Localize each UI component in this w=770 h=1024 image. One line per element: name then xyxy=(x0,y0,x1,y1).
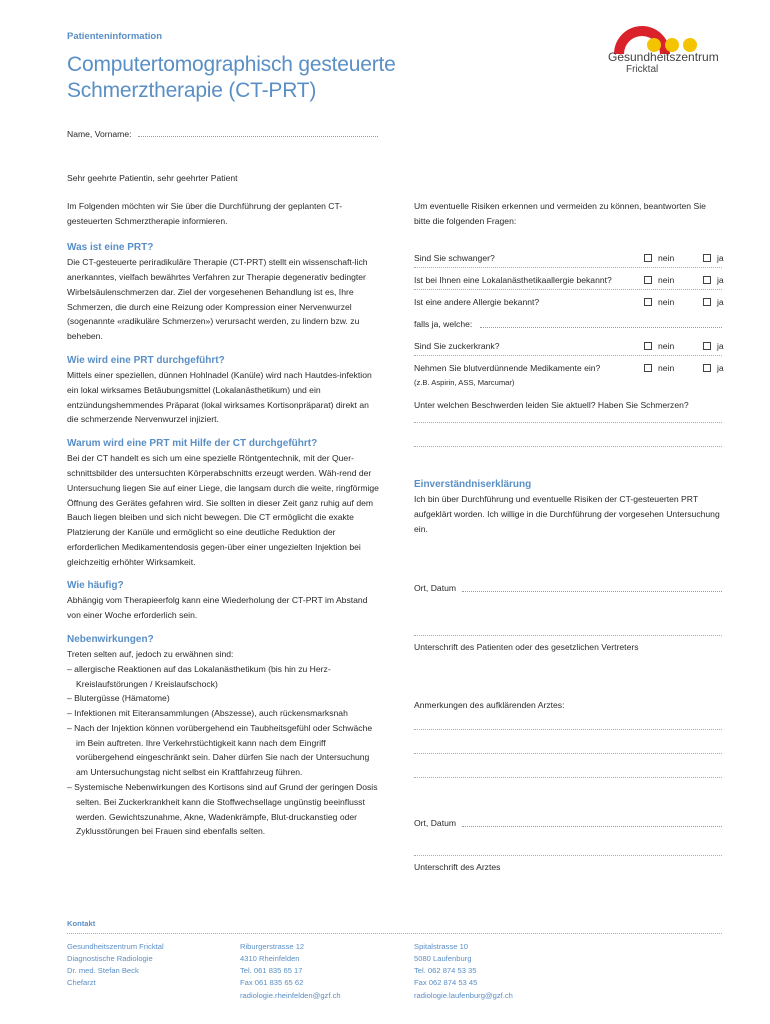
left-column xyxy=(67,171,379,839)
footer-divider xyxy=(67,933,722,934)
patient-signature-line[interactable] xyxy=(414,635,722,636)
list-item: – Nach der Injektion können vorübergehend ein Taubheitsgefühl oder Schwäche im Bein auftreten. Ihre Verkehrstüchtigkeit kann nach dem Eingriff vorübergehend eingeschränkt sein. Daher dürfen Sie nach der Untersuchung am Untersuchungstag nicht selbst ein Kraftfahrzeug führen. xyxy=(67,722,373,778)
divider xyxy=(414,289,722,290)
complaints-input-line[interactable] xyxy=(414,446,722,447)
yes-checkbox[interactable]: ja xyxy=(703,273,724,288)
place-date-label: Ort, Datum xyxy=(414,583,457,593)
footer-heading: Kontakt xyxy=(67,919,96,928)
divider xyxy=(414,267,722,268)
no-checkbox[interactable]: nein xyxy=(644,361,674,376)
footer-line: Fax 062 874 53 45 xyxy=(414,978,478,988)
consent-heading: Einverständniserklärung xyxy=(414,479,532,490)
yes-checkbox[interactable]: ja xyxy=(703,251,724,266)
question-row xyxy=(414,339,722,353)
footer-line: Diagnostische Radiologie xyxy=(67,954,153,964)
doctor-notes-line[interactable] xyxy=(414,777,722,778)
yes-checkbox[interactable]: ja xyxy=(703,339,724,354)
yes-checkbox[interactable]: ja xyxy=(703,295,724,310)
logo-sub: Fricktal xyxy=(626,64,659,75)
name-input-line[interactable] xyxy=(138,136,378,137)
no-checkbox[interactable]: nein xyxy=(644,251,674,266)
doctor-notes-line[interactable] xyxy=(414,729,722,730)
doctor-notes-label: Anmerkungen des aufklärenden Arztes: xyxy=(414,700,565,710)
no-checkbox[interactable]: nein xyxy=(644,339,674,354)
place-date-input-line[interactable] xyxy=(462,591,722,592)
logo xyxy=(606,18,731,88)
document-kicker: Patienteninformation xyxy=(67,31,163,42)
no-checkbox[interactable]: nein xyxy=(644,295,674,310)
question-text: Sind Sie zuckerkrank? xyxy=(414,341,500,351)
consent-text: Ich bin über Durchführung und eventuelle Risiken der CT-gesteuerten PRT aufgeklärt worden. Ich willige in die Durchführung der vorgesehen Untersuchung ein. xyxy=(414,494,720,534)
list-item: – Infektionen mit Eiteransammlungen (Abszesse), auch rückensmarksnah xyxy=(67,708,348,719)
footer-line: 4310 Rheinfelden xyxy=(240,954,300,964)
side-effects-intro: Treten selten auf, jedoch zu erwähnen sind: xyxy=(67,648,234,659)
question-row xyxy=(414,251,722,265)
list-item: – Systemische Nebenwirkungen des Kortisons sind auf Grund der geringen Dosis selten. Bei Zuckerkrankheit kann die Stoffwechsellage ungünstig beeinflusst werden. Gewichtszunahme, Akne, Wadenkrämpfe, Blut-druckanstieg oder Zyklusstörungen bei Frauen sind ebenfalls selten. xyxy=(67,782,378,837)
section-heading-side-effects: Nebenwirkungen? xyxy=(67,633,154,645)
footer-line: Gesundheitszentrum Fricktal xyxy=(67,942,164,951)
question-row xyxy=(414,295,722,309)
footer-line: Spitalstrasse 10 xyxy=(414,942,469,951)
complaints-input-line[interactable] xyxy=(414,422,722,423)
section-body-procedure: Mittels einer speziellen, dünnen Hohlnadel (Kanüle) wird nach Hautdes-infektion ein lokal wirksames Betäubungsmittel (Lokalanästhetikum) und ein entzündungshemmendes Präparat (lokal wirksames Kortisonpräparat) direkt an die schmerzende Nervenwurzel injiziert. xyxy=(67,370,372,425)
side-effects-list xyxy=(67,662,379,839)
intro-text: Im Folgenden möchten wir Sie über die Durchführung der geplanten CT-gesteuerten Schmerztherapie informieren. xyxy=(67,200,343,226)
footer-line: Tel. 062 874 53 35 xyxy=(414,966,477,976)
question-text: Sind Sie schwanger? xyxy=(414,253,495,263)
section-heading-prt: Was ist eine PRT? xyxy=(67,242,154,254)
questionnaire-intro: Um eventuelle Risiken erkennen und vermeiden zu können, beantworten Sie bitte die folgenden Fragen: xyxy=(414,201,706,226)
footer-line: Dr. med. Stefan Beck xyxy=(67,966,139,976)
doctor-signature-label: Unterschrift des Arztes xyxy=(414,862,501,872)
complaints-question: Unter welchen Beschwerden leiden Sie aktuell? Haben Sie Schmerzen? xyxy=(414,400,689,410)
question-row xyxy=(414,273,722,287)
section-body-prt: Die CT-gesteuerte periradikuläre Therapie (CT-PRT) stellt ein wissenschaft-lich anerkanntes, vielfach bewährtes Verfahren zur Therapie degenerativ bedingter Wirbelsäulenschmerzen dar. Ziel der vorgesehenen Behandlung ist es, Ihre Schmerzen, die durch eine Reizung oder Kompression einer Nervenwurzel (sogenannte «radikuläre Schmerzen») verursacht werden, zu lindern bzw. zu beheben. xyxy=(67,257,368,342)
name-label: Name, Vorname: xyxy=(67,129,132,139)
doctor-signature-line[interactable] xyxy=(414,855,722,856)
doctor-notes-line[interactable] xyxy=(414,753,722,754)
list-item: – Blutergüsse (Hämatome) xyxy=(67,693,170,704)
footer-line: 5080 Laufenburg xyxy=(414,954,472,964)
document-title xyxy=(67,52,396,105)
footer-col-3 xyxy=(414,941,513,1002)
question-text: Nehmen Sie blutverdünnende Medikamente ein? xyxy=(414,363,601,373)
place-date-input-line-2[interactable] xyxy=(462,826,722,827)
title-line-1: Computertomographisch gesteuerte xyxy=(67,53,396,76)
place-date-label-2: Ort, Datum xyxy=(414,818,457,828)
section-body-ct: Bei der CT handelt es sich um eine spezielle Röntgentechnik, mit der Quer-schnittsbilder des untersuchten Körperabschnitts erzeugt werden. Wäh-rend der Untersuchung liegen Sie auf einer Liege, die langsam durch die weite, ringförmige Öffnung des Gerätes gefahren wird. Sie sollten in dieser Zeit ganz ruhig auf dem Bauch liegen bleiben und sich nicht bewegen. Die CT ermöglicht die exakte Platzierung der Kanüle und ermöglicht so eine deutliche Reduktion der erforderlichen Medikamentendosis gegen-über einer ungezielten Injektion bei gleichzeitig erhöhter Wirksamkeit. xyxy=(67,453,379,567)
section-heading-procedure: Wie wird eine PRT durchgeführt? xyxy=(67,355,225,367)
question-row xyxy=(414,361,722,375)
section-body-frequency: Abhängig vom Therapieerfolg kann eine Wiederholung der CT-PRT im Abstand von einer Woche erforderlich sein. xyxy=(67,595,368,621)
yes-checkbox[interactable]: ja xyxy=(703,361,724,376)
footer-email-link[interactable]: radiologie.rheinfelden@gzf.ch xyxy=(240,990,341,1000)
list-item: – allergische Reaktionen auf das Lokalanästhetikum (bis hin zu Herz-Kreislaufstörungen / Kreislaufschock) xyxy=(67,663,331,689)
footer-line: Tel. 061 835 65 17 xyxy=(240,966,303,976)
footer-line: Fax 061 835 65 62 xyxy=(240,978,304,988)
question-text: Ist eine andere Allergie bekannt? xyxy=(414,297,540,307)
no-checkbox[interactable]: nein xyxy=(644,273,674,288)
footer-line: Chefarzt xyxy=(67,978,96,988)
question-text: Ist bei Ihnen eine Lokalanästhetikaallergie bekannt? xyxy=(414,275,612,285)
title-line-2: Schmerztherapie (CT-PRT) xyxy=(67,79,317,103)
medication-note: (z.B. Aspirin, ASS, Marcumar) xyxy=(414,378,515,387)
salutation: Sehr geehrte Patientin, sehr geehrter Patient xyxy=(67,173,238,183)
section-heading-ct: Warum wird eine PRT mit Hilfe der CT durchgeführt? xyxy=(67,438,318,450)
footer-col-2 xyxy=(240,941,341,1002)
footer-col-1 xyxy=(67,941,164,990)
patient-signature-label: Unterschrift des Patienten oder des gesetzlichen Vertreters xyxy=(414,642,639,652)
logo-name: Gesundheitszentrum xyxy=(608,50,719,64)
allergy-input-line[interactable] xyxy=(480,327,722,328)
footer-line: Riburgerstrasse 12 xyxy=(240,942,305,951)
footer-email-link[interactable]: radiologie.laufenburg@gzf.ch xyxy=(414,990,513,1000)
section-heading-frequency: Wie häufig? xyxy=(67,580,124,592)
if-yes-label: falls ja, welche: xyxy=(414,319,473,329)
divider xyxy=(414,355,722,356)
